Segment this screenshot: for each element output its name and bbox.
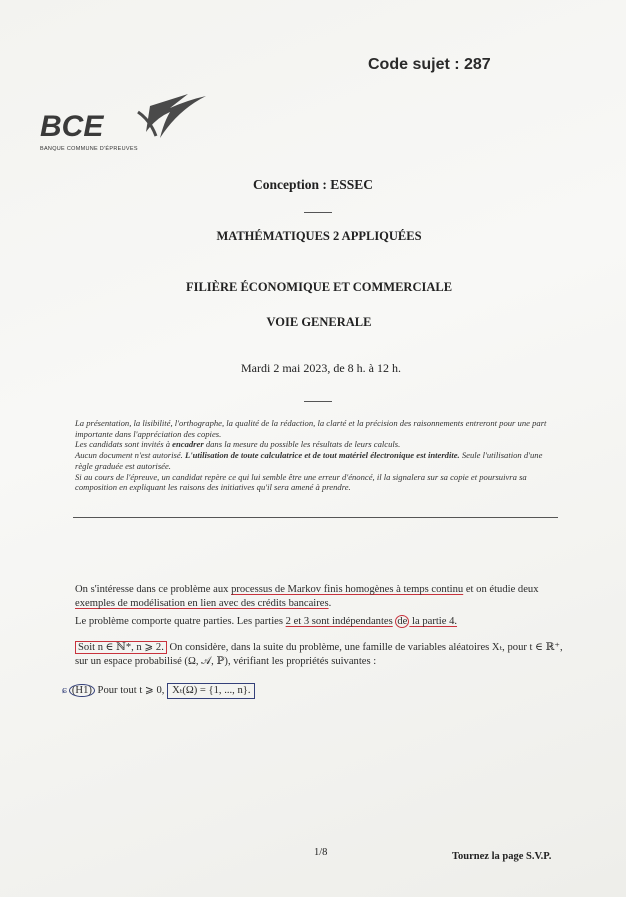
intro-paragraph: On s'intéresse dans ce problème aux processus de Markov finis homogènes à temps continu et on étudie deux exemples de modélisation en lien avec des crédits bancaires. [75, 584, 539, 609]
page-number: 1/8 [314, 847, 328, 858]
handwritten-bullet-icon: ɕ [62, 684, 67, 696]
parts-paragraph: Le problème comporte quatre parties. Les parties 2 et 3 sont indépendantes de la partie 4. [75, 616, 458, 627]
hypothesis-h1: ɕ (H1) Pour tout t ⩾ 0, Xₜ(Ω) = {1, ..., n}. [62, 684, 255, 696]
matiere-title: MATHÉMATIQUES 2 APPLIQUÉES [216, 229, 422, 243]
instruction-documents: Aucun document n'est autorisé. L'utilisation de toute calculatrice et de tout matériel électronique est interdite. Seule l'utilisation d'une règle graduée est autorisée. [75, 450, 543, 471]
h1-formula: Xₜ(Ω) = {1, ..., n}. [167, 683, 255, 699]
divider [73, 517, 558, 518]
instruction-erreur: Si au cours de l'épreuve, un candidat repère ce qui lui semble être une erreur d'énoncé, il la signalera sur sa copie et poursuivra sa composition en expliquant les raisons des initiatives qu'il sera amené à prendre. [75, 471, 527, 493]
instruction-presentation: La présentation, la lisibilité, l'orthographe, la qualité de la rédaction, la clarté et la précision des raisonnements entreront pour une part importante dans l'appréciation des copies. [75, 418, 547, 439]
voie-title: VOIE GENERALE [266, 315, 372, 329]
conception-title: Conception : ESSEC [252, 177, 374, 192]
filiere-title: FILIÈRE ÉCONOMIQUE ET COMMERCIALE [185, 280, 453, 294]
exam-date: Mardi 2 mai 2023, de 8 h. à 12 h. [241, 361, 401, 375]
code-sujet: Code sujet : 287 [368, 56, 491, 73]
h1-label: (H1) [69, 684, 95, 697]
setup-paragraph: Soit n ∈ ℕ*, n ⩾ 2. On considère, dans la suite du problème, une famille de variables aléatoires Xₜ, pour t ∈ ℝ⁺, sur un espace probabilisé (Ω, 𝒜, ℙ), vérifiant les propriétés suivantes : [75, 642, 563, 667]
boxed-hypothesis: Soit n ∈ ℕ*, n ⩾ 2. [75, 641, 167, 654]
logo-subtitle: BANQUE COMMUNE D'ÉPREUVES [40, 146, 138, 152]
divider [304, 401, 332, 402]
instruction-encadrer: Les candidats sont invités à encadrer dans la mesure du possible les résultats de leurs calculs. [75, 439, 401, 450]
instructions-block [75, 418, 560, 493]
logo-text: BCE [40, 110, 104, 143]
turn-page-note: Tournez la page S.V.P. [452, 851, 552, 862]
divider [304, 212, 332, 213]
